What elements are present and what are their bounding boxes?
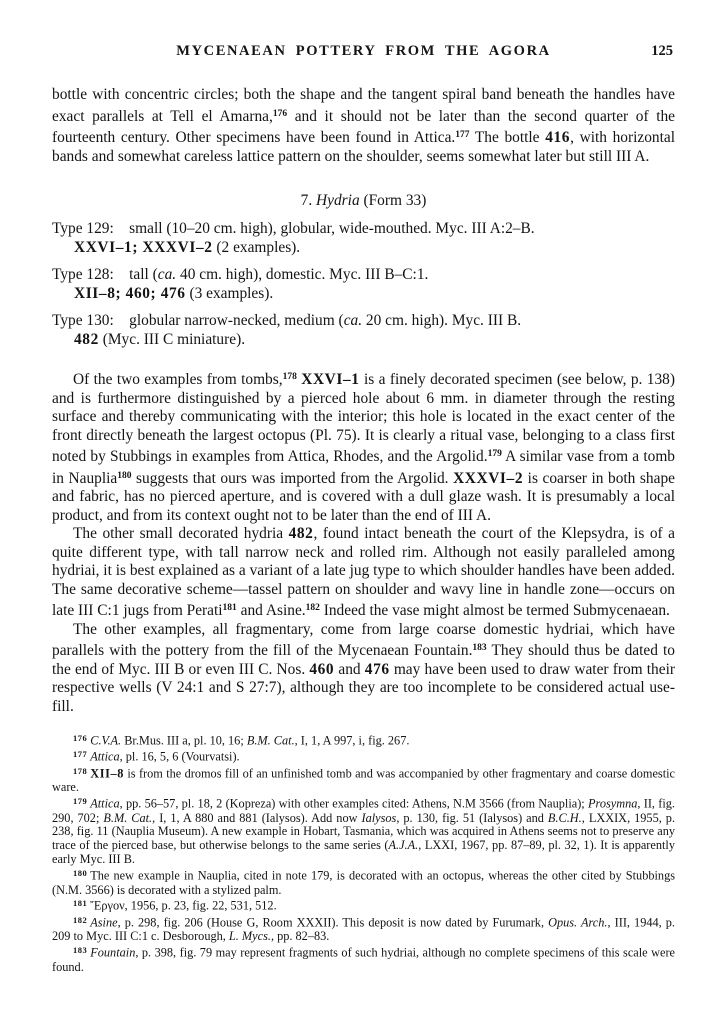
text-segment: and Asine. bbox=[236, 602, 306, 619]
footnote-reference: 180 bbox=[117, 470, 132, 481]
text-segment: 7. bbox=[300, 192, 317, 209]
text-segment: XXVI–1 bbox=[301, 371, 360, 388]
footnote-reference: 183 bbox=[472, 643, 487, 653]
text-segment: is a finely decorated specimen (see below, p. 138) and is furthermore distinguished by a pierced hole about 6 mm. in diameter through the resting surface and thereby communicating with the interior; this hole is located in the exact center of the front directly beneath the largest octopus (Pl. 75). It is clearly a ritual vase, belonging to a class first noted by Stubbings in examples from Attica, Rhodes, and the Argolid. bbox=[52, 371, 675, 465]
text-segment: , I, 1, A 880 and 881 (Ialysos). Add now bbox=[152, 810, 362, 825]
text-segment: L. Mycs. bbox=[228, 929, 271, 944]
text-segment: is from the dromos fill of an unfinished tomb and was accompanied by other fragmentary and coarse domestic ware. bbox=[52, 766, 675, 795]
text-segment: , p. 130, fig. 51 (Ialysos) and bbox=[396, 810, 548, 825]
text-segment: 476 bbox=[364, 660, 390, 678]
footnote-176 bbox=[52, 732, 675, 748]
text-segment: 482 bbox=[74, 330, 99, 348]
text-segment: Br.Mus. III a, pl. 10, 16; bbox=[121, 733, 247, 748]
text-segment: is coarser in both shape and fabric, has no pierced aperture, and is covered with a dull glaze wash. It is presumably a local product, and from its context ought not to be later than the end of III A. bbox=[52, 469, 675, 524]
text-segment: Asine bbox=[90, 915, 118, 930]
section-heading-hydria bbox=[52, 191, 675, 210]
text-segment: Type 128: tall ( bbox=[52, 266, 158, 283]
text-segment: , found intact beneath the court of the Klepsydra, is of a quite different type, with tall narrow neck and rolled rim. Although not easily paralleled among hydriai, it is best explained as a variant of a late jug type to which shoulder handles have been added. The same decorative scheme—tassel pattern on shoulder and wavy line in handle zone—occurs on late III C:1 jugs from Perati bbox=[52, 525, 675, 619]
text-segment: ca. bbox=[343, 312, 363, 329]
text-segment: Fountain bbox=[90, 945, 136, 960]
footnote-number: 181 bbox=[73, 898, 88, 909]
text-segment: bottle with concentric circles; both the shape and the tangent spiral band beneath the handles have exact parallels at Tell el Amarna, bbox=[52, 86, 675, 125]
text-segment: , pl. 16, 5, 6 (Vourvatsi). bbox=[119, 749, 240, 764]
footnote-reference: 177 bbox=[455, 130, 470, 140]
text-segment: Opus. Arch. bbox=[548, 915, 608, 930]
running-head-title: MYCENAEAN POTTERY FROM THE AGORA bbox=[176, 43, 551, 59]
text-segment: suggests that ours was imported from the Argolid. bbox=[131, 469, 454, 487]
text-segment: They should thus be dated to the end of Myc. III B or even III C. Nos. bbox=[52, 642, 675, 678]
text-segment: XII–8; 460; 476 bbox=[74, 284, 186, 302]
text-segment: , pp. 82–83. bbox=[270, 929, 330, 944]
text-segment: (2 examples). bbox=[212, 238, 301, 256]
text-segment: , pp. 56–57, pl. 18, 2 (Kopreza) with other examples cited: Athens, N.M 3566 (from Nauplia); bbox=[119, 796, 588, 811]
footnote-reference: 176 bbox=[272, 108, 288, 119]
text-segment: XXXVI–2 bbox=[453, 469, 524, 487]
footnote-number: 180 bbox=[73, 868, 88, 879]
type-128-examples bbox=[74, 285, 675, 304]
text-segment: XII–8 bbox=[90, 766, 124, 781]
footnote-number: 179 bbox=[73, 796, 88, 807]
text-segment: A.J.A. bbox=[388, 838, 419, 853]
type-129-examples bbox=[74, 239, 675, 258]
footnote-reference: 179 bbox=[487, 449, 502, 459]
text-segment: , I, 1, A 997, i, fig. 267. bbox=[294, 733, 410, 748]
text-segment: Hydria bbox=[316, 192, 360, 209]
footnote-180 bbox=[52, 867, 675, 897]
text-segment: Type 130: globular narrow-necked, medium ( bbox=[52, 312, 344, 329]
text-segment: Of the two examples from tombs, bbox=[73, 371, 283, 388]
text-segment: B.M. Cat. bbox=[246, 733, 295, 748]
text-segment: B.M. Cat. bbox=[103, 810, 153, 825]
footnote-182 bbox=[52, 914, 675, 944]
text-segment: Indeed the vase might almost be termed Submycenaean. bbox=[319, 602, 670, 619]
type-130-examples bbox=[74, 331, 675, 350]
text-segment: , LXXI, 1967, pp. 87–89, pl. 32, 1). It is apparently early Myc. III B. bbox=[52, 838, 675, 867]
text-segment: B.C.H. bbox=[547, 810, 582, 825]
page-header bbox=[52, 43, 675, 60]
text-segment: , II, fig. 290, 702; bbox=[52, 796, 675, 825]
hydria-482-paragraph bbox=[52, 525, 675, 621]
text-segment: and bbox=[334, 660, 365, 678]
footnote-183 bbox=[52, 944, 675, 974]
text-segment: 20 cm. high). Myc. III B. bbox=[362, 312, 522, 329]
footnote-reference: 178 bbox=[282, 372, 297, 382]
footnote-reference: 182 bbox=[305, 603, 320, 613]
text-segment: 416 bbox=[545, 129, 571, 146]
footnote-181 bbox=[52, 897, 675, 913]
text-segment: Ἔργον, 1956, p. 23, fig. 22, 531, 512. bbox=[90, 898, 277, 913]
page-body-text bbox=[52, 86, 675, 716]
footnotes-section bbox=[52, 732, 675, 975]
text-segment: Prosymna bbox=[587, 796, 638, 811]
text-segment: Type 129: small (10–20 cm. high), globular, wide-mouthed. Myc. III A:2–B. bbox=[52, 220, 535, 237]
text-segment: Ialysos bbox=[361, 810, 397, 825]
text-segment: The other examples, all fragmentary, come from large coarse domestic hydriai, which have parallels with the pottery from the fill of the Mycenaean Fountain. bbox=[52, 620, 675, 659]
text-segment: A similar vase from a tomb in Nauplia bbox=[52, 448, 675, 487]
text-segment: may have been used to draw water from their respective wells (V 24:1 and S 27:7), although they are too incomplete to be considered actual use-fill. bbox=[52, 660, 675, 715]
text-segment: , with horizontal bands and somewhat careless lattice pattern on the shoulder, seems somewhat later but still III A. bbox=[52, 129, 676, 165]
text-segment: Attica bbox=[90, 749, 120, 764]
text-segment: Attica bbox=[90, 796, 120, 811]
footnote-reference: 181 bbox=[222, 603, 237, 613]
footnote-number: 182 bbox=[73, 914, 88, 925]
footnote-177 bbox=[52, 748, 675, 764]
type-130-entry bbox=[52, 312, 675, 331]
footnote-178 bbox=[52, 765, 675, 795]
text-segment: , p. 398, fig. 79 may represent fragments of such hydriai, although no complete specimens of this scale were found. bbox=[52, 945, 675, 974]
text-segment: , LXXIX, 1955, p. 238, fig. 11 (Nauplia Museum). A new example in Hobart, Tasmania, which was acquired in Athens seems not to preserve any trace of the pierced base, but otherwise belongs to the same series ( bbox=[52, 810, 676, 853]
footnote-number: 178 bbox=[73, 765, 88, 776]
page-number: 125 bbox=[651, 43, 673, 59]
text-segment: (Myc. III C miniature). bbox=[98, 330, 246, 348]
text-segment: C.V.A. bbox=[90, 733, 122, 748]
text-segment: , p. 298, fig. 206 (House G, Room XXXII). This deposit is now dated by Furumark, bbox=[117, 915, 549, 930]
footnote-179 bbox=[52, 795, 675, 867]
text-segment: The new example in Nauplia, cited in note 179, is decorated with an octopus, whereas the other cited by Stubbings (N.M. 3566) is decorated with a stylized palm. bbox=[52, 868, 675, 897]
text-segment: (Form 33) bbox=[359, 192, 427, 209]
text-segment: 40 cm. high), domestic. Myc. III B–C:1. bbox=[176, 266, 429, 283]
tomb-examples-paragraph bbox=[52, 368, 675, 525]
fragmentary-examples-paragraph bbox=[52, 621, 675, 717]
text-segment: XXVI–1; XXXVI–2 bbox=[74, 238, 213, 256]
text-segment: The other small decorated hydria bbox=[73, 525, 289, 542]
footnote-number: 176 bbox=[73, 733, 88, 743]
footnote-number: 177 bbox=[73, 749, 88, 760]
type-129-entry bbox=[52, 220, 675, 239]
text-segment: 482 bbox=[288, 525, 314, 542]
footnote-number: 183 bbox=[73, 945, 88, 956]
text-segment: The bottle bbox=[469, 129, 546, 146]
intro-paragraph bbox=[52, 86, 675, 166]
text-segment: , III, 1944, p. 209 to Myc. III C:1 c. Desborough, bbox=[52, 915, 675, 944]
text-segment: ca. bbox=[157, 266, 177, 283]
text-segment: 460 bbox=[309, 660, 335, 678]
type-128-entry bbox=[52, 266, 675, 285]
text-segment: (3 examples). bbox=[185, 284, 274, 302]
text-segment: and it should not be later than the second quarter of the fourteenth century. Other specimens have been found in Attica. bbox=[52, 107, 676, 146]
